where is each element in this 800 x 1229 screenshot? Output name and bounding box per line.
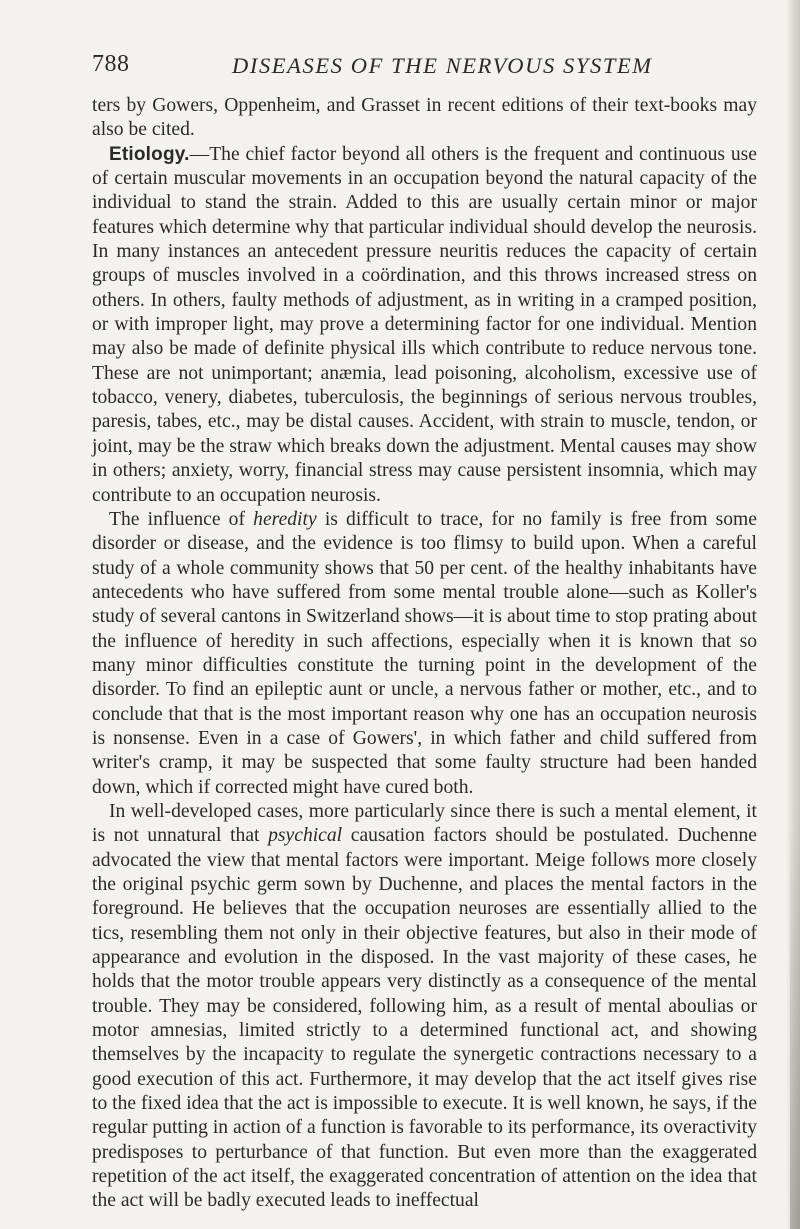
paragraph-text-end: causation factors should be postulated. Duchenne advocated the view that mental factors were important. Meige follows more closely the original psychic germ sown by Duchenne, and places the mental factors in the foreground. He believes that the occupation neuroses are essentially allied to the tics, resembling them not only in their objective features, but also in their mode of appearance and evolution in the disposed. In the vast majority of these cases, he holds that the motor trouble appears very distinctly as a consequence of the mental trouble. They may be considered, following him, as a result of mental aboulias or motor amnesias, limited strictly to a determined functional act, and showing themselves by the incapacity to regulate the synergetic contractions necessary to a good execution of this act. Furthermore, it may develop that the act itself gives rise to the fixed idea that the act is impossible to execute. It is well known, he says, if the regular putting in action of a function is favorable to its performance, its overactivity predisposes to perturbance of that function. But even more than the exaggerated repetition of the act itself, the exaggerated concentration of attention on the idea that the act will be badly executed leads to ineffectual: [92, 825, 757, 1212]
italic-term-psychical: psychical: [268, 825, 343, 847]
italic-term-heredity: heredity: [253, 508, 317, 530]
paragraph-text-start: The influence of: [109, 508, 254, 530]
page-header: [92, 51, 752, 85]
running-head: DISEASES OF THE NERVOUS SYSTEM: [232, 53, 653, 78]
body-text: [92, 94, 757, 1214]
scan-shadow: [790, 809, 800, 1229]
paragraph-etiology: [92, 143, 757, 508]
paragraph-text-start: In well-developed cases, more particularly since there is such a mental element, it is not unnatural that: [92, 800, 757, 847]
section-heading-etiology: Etiology.: [109, 143, 190, 165]
paragraph-text: ters by Gowers, Oppenheim, and Grasset in recent editions of their text-books may also be cited.: [92, 95, 757, 141]
paragraph-text: —The chief factor beyond all others is the frequent and continuous use of certain muscular movements in an occupation beyond the natural capacity of the individual to stand the strain. Added to this are usually certain minor or major features which determine why that particular individual should develop the neurosis. In many instances an antecedent pressure neuritis reduces the capacity of certain groups of muscles involved in a coördination, and this throws increased stress on others. In others, faulty methods of adjustment, as in writing in a cramped position, or with improper light, may prove a determining factor for one individual. Mention may also be made of definite physical ills which contribute to reduce nervous tone. These are not unimportant; anæmia, lead poisoning, alcoholism, excessive use of tobacco, venery, diabetes, tuberculosis, the beginnings of serious nervous troubles, paresis, tabes, etc., may be distal causes. Accident, with strain to muscle, tendon, or joint, may be the straw which breaks down the adjustment. Mental causes may show in others; anxiety, worry, financial stress may cause persistent insomnia, which may contribute to an occupation neurosis.: [92, 143, 757, 506]
paragraph-psychical: [92, 800, 757, 1214]
paragraph-text-end: is difficult to trace, for no family is free from some disorder or disease, and the evidence is too flimsy to build upon. When a careful study of a whole community shows that 50 per cent. of the healthy inhabitants have antecedents who have suffered from some mental trouble alone—such as Koller's study of several cantons in Switzerland shows—it is about time to stop prating about the influence of heredity in such affections, especially when it is known that so many minor difficulties constitute the turning point in the development of the disorder. To find an epileptic aunt or uncle, a nervous father or mother, etc., and to conclude that that is the most important reason why one has an occupation neurosis is nonsense. Even in a case of Gowers', in which father and child suffered from writer's cramp, it may be suspected that some faulty structure had been handed down, which if corrected might have cured both.: [92, 508, 757, 798]
paragraph-continuation: [92, 94, 757, 143]
paragraph-heredity: [92, 508, 757, 800]
page-number: 788: [92, 51, 130, 77]
